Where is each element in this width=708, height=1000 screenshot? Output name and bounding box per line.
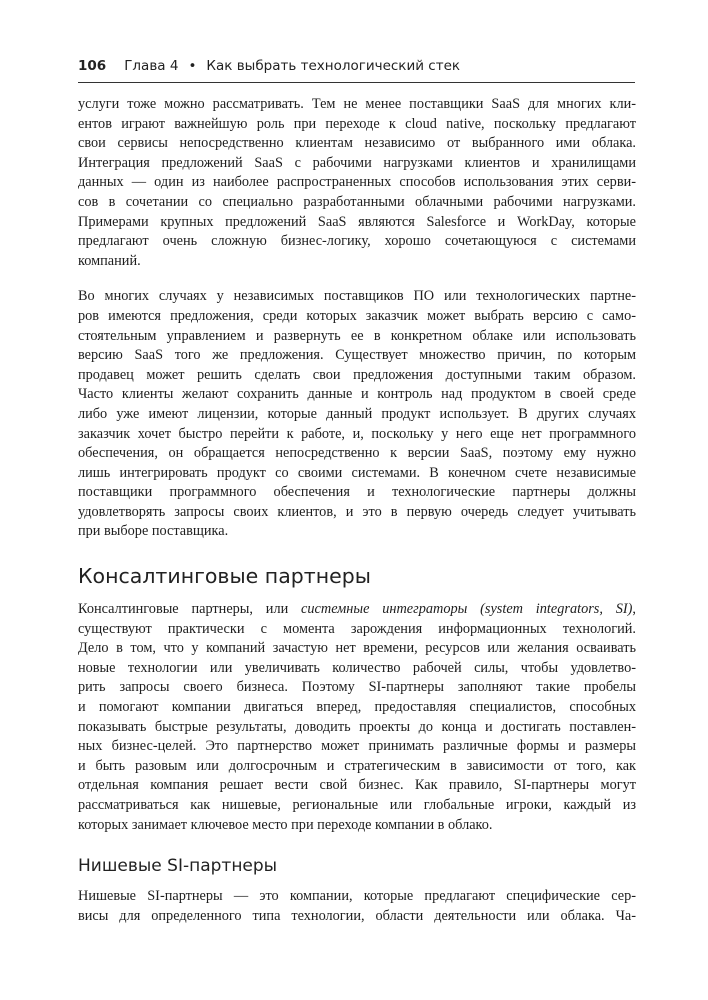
paragraph-line: удовлетворять запросы своих клиентов, и это в первую очередь следует учитывать: [78, 503, 636, 520]
paragraph-line: Примерами крупных предложений SaaS являются Salesforce и WorkDay, которые: [78, 213, 636, 230]
paragraph-line: заказчик хочет быстро перейти к работе, и, поскольку у него еще нет программного: [78, 425, 636, 442]
paragraph-niche-si: [78, 887, 636, 926]
paragraph-line: обеспечения, он обращается непосредственно к версии SaaS, поэтому ему нужно: [78, 445, 636, 462]
paragraph-line: стоятельным управлением и развернуть ее в конкретном облаке или использовать: [78, 327, 636, 344]
paragraph-line: ных бизнес-целей. Это партнерство может принимать различные формы и размеры: [78, 738, 636, 755]
paragraph-line: [78, 600, 636, 620]
paragraph-line: ентов играют важнейшую роль при переходе к cloud native, поскольку предлагают: [78, 115, 636, 132]
paragraph-line: рить запросы своего бизнеса. Поэтому SI-партнеры заполняют такие пробелы: [78, 679, 636, 696]
paragraph-line: которых занимает ключевое место при переходе компании в облако.: [78, 816, 493, 833]
paragraph-line: свои сервисы непосредственно клиентам независимо от выбранного ими облака.: [78, 135, 636, 152]
text-run: ,: [632, 601, 636, 618]
paragraph-line: продавец может решить сделать свои предложения доступными таким образом.: [78, 366, 636, 383]
header-rule: [78, 82, 635, 83]
paragraph-line: существуют практически с момента зарождения информационных технологий.: [78, 620, 636, 637]
paragraph-line: Нишевые SI-партнеры — это компании, которые предлагают специфические сер-: [78, 888, 636, 905]
running-header: [78, 58, 636, 74]
paragraph-consulting-partners: [78, 600, 636, 835]
paragraph-line: и помогают компании двигаться вперед, предоставляя специалистов, способных: [78, 699, 636, 716]
paragraph-line: рассматриваться как нишевые, региональные или глобальные игроки, каждый из: [78, 797, 636, 813]
page-number: 106: [78, 58, 107, 74]
paragraph-line: и быть разовым или долгосрочным и стратегическим в зависимости от того, как: [78, 757, 636, 774]
paragraph-line: предлагают очень сложную бизнес-логику, хорошо сочетающуюся с системами: [78, 233, 636, 250]
paragraph-line: данных — один из наиболее распространенных способов использования этих серви-: [78, 174, 636, 191]
paragraph-line: ров имеются предложения, среди которых заказчик может выбрать версию с само-: [78, 307, 636, 324]
paragraph-line: при выборе поставщика.: [78, 523, 229, 540]
paragraph-line: услуги тоже можно рассматривать. Тем не менее поставщики SaaS для многих кли-: [78, 96, 636, 112]
paragraph-line: отдельная компания решает вести свой бизнес. Как правило, SI-партнеры могут: [78, 777, 636, 794]
text-run: Консалтинговые партнеры, или: [78, 601, 302, 618]
subsection-title: Нишевые SI-партнеры: [78, 856, 278, 877]
paragraph-isv-offerings: [78, 287, 636, 542]
section-title: Консалтинговые партнеры: [78, 564, 371, 589]
paragraph-line: либо уже имеют лицензии, которые данный продукт использует. В других случаях: [78, 405, 636, 422]
paragraph-line: версию SaaS того же предложения. Существует множество причин, по которым: [78, 347, 636, 364]
chapter-title: Как выбрать технологический стек: [206, 58, 461, 74]
paragraph-line: показывать быстрые результаты, доводить проекты до конца и достигать поставлен-: [78, 718, 636, 735]
page-body: [78, 95, 636, 926]
paragraph-line: новые технологии или увеличивать количество рабочей силы, чтобы удовлетво-: [78, 659, 636, 676]
paragraph-line: компаний.: [78, 252, 141, 269]
paragraph-line: Интеграция предложений SaaS с рабочими нагрузками клиентов и хранилищами: [78, 154, 636, 171]
italic-term: системные интеграторы (system integrators, SI): [301, 601, 633, 618]
paragraph-line: висы для определенного типа технологии, области деятельности или облака. Ча-: [78, 907, 636, 924]
paragraph-line: Часто клиенты желают сохранить данные и контроль над продуктом в своей среде: [78, 386, 636, 403]
paragraph-line: поставщики программного обеспечения и технологические партнеры должны: [78, 484, 636, 501]
header-bullet: •: [188, 58, 197, 74]
paragraph-line: лишь интегрировать продукт со своими системами. В конечном счете независимые: [78, 464, 636, 481]
paragraph-line: Во многих случаях у независимых поставщиков ПО или технологических партне-: [78, 288, 636, 305]
paragraph-saas-vendors: [78, 95, 636, 271]
paragraph-gap: [78, 271, 636, 287]
paragraph-line: сов в сочетании со специально разработанными облачными рабочими нагрузками.: [78, 193, 636, 210]
chapter-label: Глава 4: [124, 58, 179, 74]
paragraph-line: Дело в том, что у компаний зачастую нет времени, ресурсов или желания осваивать: [78, 640, 636, 657]
